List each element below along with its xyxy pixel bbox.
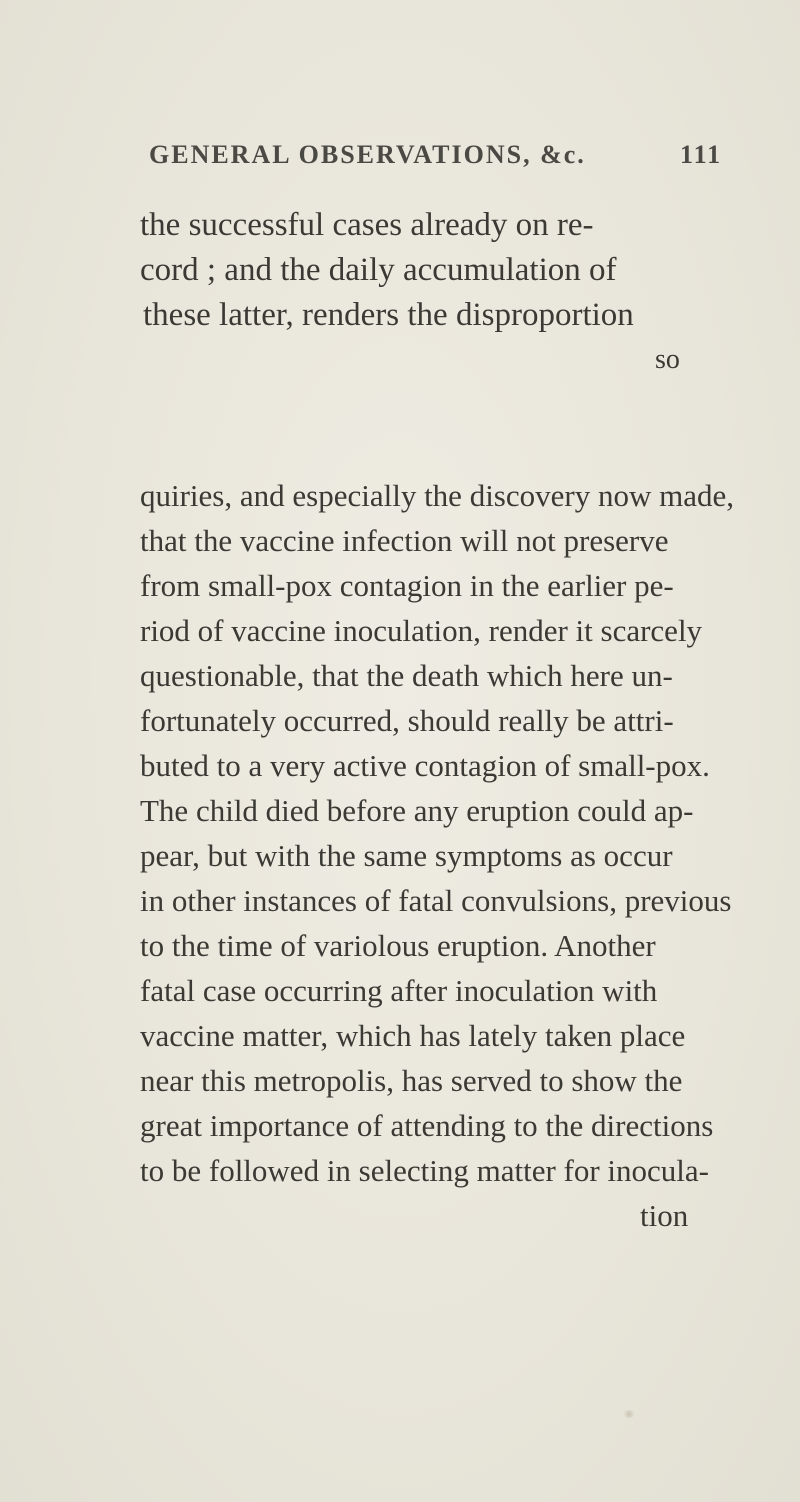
text-line: fortunately occurred, should really be attri-: [140, 703, 674, 738]
text-line: buted to a very active contagion of small-pox.: [140, 748, 710, 783]
text-line: pear, but with the same symptoms as occur: [140, 838, 673, 873]
text-line: The child died before any eruption could ap-: [140, 793, 694, 828]
text-line: quiries, and especially the discovery now made,: [140, 478, 734, 513]
text-line: from small-pox contagion in the earlier pe-: [140, 568, 674, 603]
text-line: these latter, renders the disproportion: [143, 297, 634, 333]
text-line: cord ; and the daily accumulation of: [140, 252, 617, 288]
text-line: questionable, that the death which here un-: [140, 658, 673, 693]
text-line: to the time of variolous eruption. Another: [140, 928, 656, 963]
text-line: to be followed in selecting matter for inocula-: [140, 1153, 710, 1188]
text-line: great importance of attending to the directions: [140, 1108, 714, 1143]
text-line: riod of vaccine inoculation, render it scarcely: [140, 613, 703, 648]
text-line: in other instances of fatal convulsions, previous: [140, 883, 732, 918]
text-line: the successful cases already on re-: [140, 207, 594, 243]
page-header: [0, 140, 800, 180]
text-line: near this metropolis, has served to show the: [140, 1063, 683, 1098]
catchword: so: [655, 344, 680, 375]
catchword: tion: [640, 1198, 689, 1233]
running-head: GENERAL OBSERVATIONS, &c.: [149, 140, 586, 169]
text-line: that the vaccine infection will not preserve: [140, 523, 669, 558]
text-line: fatal case occurring after inoculation with: [140, 973, 658, 1008]
paper-blemish: [622, 1410, 636, 1418]
text-line: vaccine matter, which has lately taken place: [140, 1018, 686, 1053]
page-number: 111: [680, 140, 723, 169]
